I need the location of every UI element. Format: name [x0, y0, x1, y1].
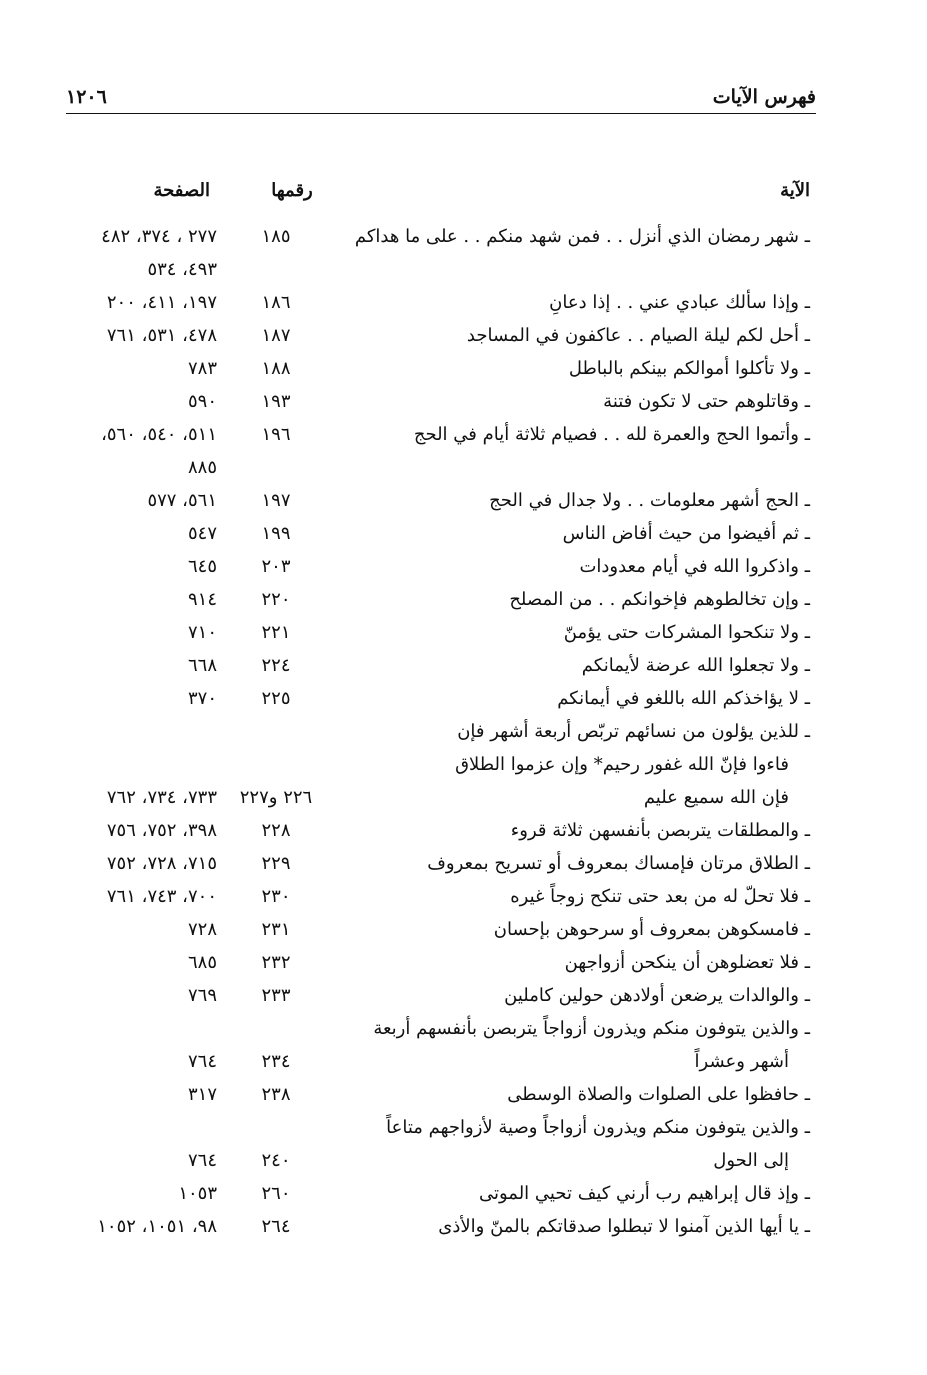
index-row-line — [0, 453, 927, 486]
index-row — [0, 981, 927, 1014]
verse-text: ـ الطلاق مرتان فإمساك بمعروف أو تسريح بمعروف — [427, 853, 810, 874]
verse-number: ٢٢٩ — [261, 853, 291, 874]
verse-number: ٢٤٠ — [261, 1150, 291, 1171]
verse-text: ـ والذين يتوفون منكم ويذرون أزواجاً يتربصن بأنفسهم أربعة — [373, 1018, 810, 1039]
page-references: ٥٤٧ — [187, 523, 217, 544]
verse-text: ـ ولا تنكحوا المشركات حتى يؤمنّ — [563, 622, 810, 643]
index-row-line — [0, 585, 927, 618]
page-references: ٧٨٣ — [187, 358, 217, 379]
index-row-line — [0, 1014, 927, 1047]
verse-text: ـ والذين يتوفون منكم ويذرون أزواجاً وصية لأزواجهم متاعاً — [386, 1117, 810, 1138]
verse-text: ـ فلا تحلّ له من بعد حتى تنكح زوجاً غيره — [510, 886, 810, 907]
verse-text: ـ ثم أفيضوا من حيث أفاض الناس — [562, 523, 810, 544]
verse-number: ٢٢١ — [261, 622, 291, 643]
verse-text: ـ وإذا سألك عبادي عني . . إذا دعانِ — [549, 292, 810, 313]
verse-text: ـ للذين يؤلون من نسائهم تربّص أربعة أشهر فإن — [457, 721, 810, 742]
verse-number: ٢٢٤ — [261, 655, 291, 676]
index-row-line — [0, 816, 927, 849]
page-references: ١٠٥٣ — [178, 1183, 217, 1204]
verse-text: ـ واذكروا الله في أيام معدودات — [579, 556, 810, 577]
verse-text: ـ شهر رمضان الذي أنزل . . فمن شهد منكم . . على ما هداكم — [354, 226, 810, 247]
verse-number: ١٨٥ — [261, 226, 291, 247]
verse-number: ٢٦٠ — [261, 1183, 291, 1204]
index-row-line — [0, 948, 927, 981]
page-references: ٩١٤ — [187, 589, 217, 610]
column-heading-number: رقمها — [271, 180, 313, 201]
index-row — [0, 816, 927, 849]
index-row — [0, 1014, 927, 1080]
verse-number: ٢٣٨ — [261, 1084, 291, 1105]
page-references: ٥٦١، ٥٧٧ — [147, 490, 217, 511]
index-row — [0, 519, 927, 552]
index-row — [0, 486, 927, 519]
index-row — [0, 1080, 927, 1113]
verse-text: ـ والمطلقات يتربصن بأنفسهن ثلاثة قروء — [510, 820, 810, 841]
index-row — [0, 948, 927, 981]
verse-text: ـ يا أيها الذين آمنوا لا تبطلوا صدقاتكم بالمنّ والأذى — [438, 1216, 810, 1237]
page-references: ٤٩٣، ٥٣٤ — [147, 259, 217, 280]
index-row-line — [0, 651, 927, 684]
page-references: ٧٦٤ — [187, 1051, 217, 1072]
page-references: ٧٦٩ — [187, 985, 217, 1006]
index-row-line — [0, 321, 927, 354]
header-rule — [66, 113, 816, 114]
index-row — [0, 849, 927, 882]
verse-text: فاءوا فإنّ الله غفور رحيم* وإن عزموا الطلاق — [455, 754, 789, 775]
header-title: فهرس الآيات — [712, 86, 816, 108]
index-row — [0, 1113, 927, 1179]
index-row-line — [0, 1113, 927, 1146]
verse-number: ١٩٩ — [261, 523, 291, 544]
verse-text: ـ فلا تعضلوهن أن ينكحن أزواجهن — [564, 952, 810, 973]
page-references: ٦٦٨ — [187, 655, 217, 676]
verse-text: ـ ولا تأكلوا أموالكم بينكم بالباطل — [568, 358, 810, 379]
index-row-line — [0, 1047, 927, 1080]
verse-number: ١٨٧ — [261, 325, 291, 346]
index-row-line — [0, 222, 927, 255]
index-row-line — [0, 1146, 927, 1179]
verse-text: ـ فامسكوهن بمعروف أو سرحوهن بإحسان — [493, 919, 810, 940]
index-row-line — [0, 849, 927, 882]
verse-text: أشهر وعشراً — [694, 1051, 789, 1072]
verse-number: ١٩٦ — [261, 424, 291, 445]
verse-number: ٢٢٦ و٢٢٧ — [239, 787, 313, 808]
verse-text: ـ وقاتلوهم حتى لا تكون فتنة — [603, 391, 810, 412]
index-row-line — [0, 420, 927, 453]
verse-number: ٢٣١ — [261, 919, 291, 940]
index-row — [0, 684, 927, 717]
page-references: ٣١٧ — [187, 1084, 217, 1105]
page-references: ٢٧٧ ، ٣٧٤، ٤٨٢ — [101, 226, 217, 247]
page-references: ٣٧٠ — [187, 688, 217, 709]
index-row — [0, 1179, 927, 1212]
index-row-line — [0, 915, 927, 948]
index-row-line — [0, 1212, 927, 1245]
page-references: ٧٦٤ — [187, 1150, 217, 1171]
verse-number: ٢٣٤ — [261, 1051, 291, 1072]
verse-text: ـ وإذ قال إبراهيم رب أرني كيف تحيي الموتى — [478, 1183, 810, 1204]
verse-text: ـ والوالدات يرضعن أولادهن حولين كاملين — [504, 985, 810, 1006]
verse-text: ـ لا يؤاخذكم الله باللغو في أيمانكم — [557, 688, 810, 709]
verse-number: ١٨٨ — [261, 358, 291, 379]
index-row-line — [0, 1179, 927, 1212]
index-row-line — [0, 288, 927, 321]
verse-text: ـ ولا تجعلوا الله عرضة لأيمانكم — [581, 655, 810, 676]
index-row — [0, 915, 927, 948]
page-references: ٦٨٥ — [187, 952, 217, 973]
page-number: ١٢٠٦ — [66, 86, 107, 108]
verse-text: ـ حافظوا على الصلوات والصلاة الوسطى — [507, 1084, 810, 1105]
verse-text: ـ الحج أشهر معلومات . . ولا جدال في الحج — [489, 490, 810, 511]
index-row — [0, 717, 927, 816]
page-references: ٧٢٨ — [187, 919, 217, 940]
running-header — [66, 84, 816, 114]
verse-text: إلى الحول — [713, 1150, 789, 1171]
index-row — [0, 882, 927, 915]
index-row — [0, 651, 927, 684]
index-row — [0, 288, 927, 321]
verse-number: ٢٣٠ — [261, 886, 291, 907]
index-row-line — [0, 1080, 927, 1113]
index-row-line — [0, 750, 927, 783]
index-row-line — [0, 354, 927, 387]
index-row — [0, 222, 927, 288]
verse-text: فإن الله سميع عليم — [643, 787, 789, 808]
page-references: ٤٧٨، ٥٣١، ٧٦١ — [106, 325, 217, 346]
page-references: ٧٣٣، ٧٣٤، ٧٦٢ — [106, 787, 217, 808]
index-row-line — [0, 519, 927, 552]
index-row-line — [0, 684, 927, 717]
column-heading-verse: الآية — [780, 180, 810, 201]
verse-number: ١٩٧ — [261, 490, 291, 511]
index-row — [0, 618, 927, 651]
index-row — [0, 1212, 927, 1245]
page-references: ٩٨، ١٠٥١، ١٠٥٢ — [97, 1216, 217, 1237]
index-row-line — [0, 783, 927, 816]
page-references: ١٩٧، ٤١١، ٢٠٠ — [106, 292, 217, 313]
verse-number: ٢٣٣ — [261, 985, 291, 1006]
index-row-line — [0, 981, 927, 1014]
verse-number: ١٨٦ — [261, 292, 291, 313]
index-row-line — [0, 717, 927, 750]
index-row — [0, 387, 927, 420]
verse-text: ـ وإن تخالطوهم فإخوانكم . . من المصلح — [509, 589, 810, 610]
column-heading-page: الصفحة — [153, 180, 210, 201]
verse-number: ٢٢٨ — [261, 820, 291, 841]
index-row — [0, 420, 927, 486]
index-row — [0, 321, 927, 354]
page-references: ٧١٥، ٧٢٨، ٧٥٢ — [106, 853, 217, 874]
verse-number: ١٩٣ — [261, 391, 291, 412]
index-row — [0, 552, 927, 585]
page-references: ٣٩٨، ٧٥٢، ٧٥٦ — [106, 820, 217, 841]
index-row-line — [0, 255, 927, 288]
verse-number: ٢٠٣ — [261, 556, 291, 577]
index-row-line — [0, 552, 927, 585]
index-table — [0, 222, 927, 1245]
page-references: ٥٩٠ — [187, 391, 217, 412]
verse-number: ٢٢٥ — [261, 688, 291, 709]
verse-text: ـ أحل لكم ليلة الصيام . . عاكفون في المساجد — [466, 325, 810, 346]
verse-number: ٢٣٢ — [261, 952, 291, 973]
page-references: ٨٨٥ — [187, 457, 217, 478]
page-references: ٧١٠ — [187, 622, 217, 643]
page-references: ٦٤٥ — [187, 556, 217, 577]
page-references: ٥١١، ٥٤٠، ٥٦٠، — [101, 424, 217, 445]
index-row-line — [0, 882, 927, 915]
index-row — [0, 585, 927, 618]
index-row — [0, 354, 927, 387]
page-references: ٧٠٠، ٧٤٣، ٧٦١ — [106, 886, 217, 907]
index-row-line — [0, 618, 927, 651]
index-row-line — [0, 486, 927, 519]
verse-text: ـ وأتموا الحج والعمرة لله . . فصيام ثلاثة أيام في الحج — [413, 424, 810, 445]
index-row-line — [0, 387, 927, 420]
verse-number: ٢٢٠ — [261, 589, 291, 610]
verse-number: ٢٦٤ — [261, 1216, 291, 1237]
